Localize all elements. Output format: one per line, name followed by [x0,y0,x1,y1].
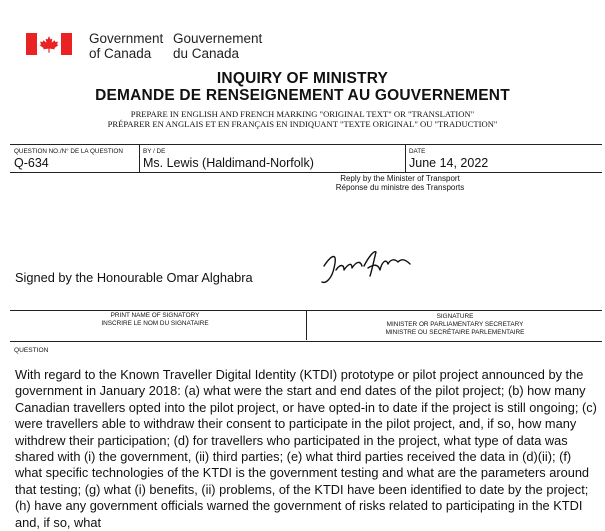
gov-fr-line-2: du Canada [173,46,240,61]
date-value: June 14, 2022 [409,156,489,170]
gov-en-line-2: of Canada [89,46,152,61]
print-name-label-fr: INSCRIRE LE NOM DU SIGNATAIRE [101,320,209,327]
reply-by-french: Réponse du ministre des Transports [335,183,465,192]
instruction-french: PRÉPARER EN ANGLAIS ET EN FRANÇAIS EN INDIQUANT "TEXTE ORIGINAL" OU "TRADUCTION" [107,119,498,129]
question-text: With regard to the Known Traveller Digital Identity (KTDI) prototype or pilot project announced by the government in January 2018: (a) what were the start and end dates of the pilot project; (b) how many Canadian travellers opted into the pilot project, or have opted-in to date if the project is still ongoing; (c) were travellers able to withdraw their consent to participate in the pilot project, and, if so, how many withdrew their participation; (d) for travellers who participated in the project, what type of data was shared with (i) the government, (ii) third parties; (e) what third parties received the data in (d)(ii); (f) what specific technologies of the KTDI is the government testing and what are the parameters around that testing; (g) what (i) benefits, (ii) problems, of the KTDI have been identified to date by the project; (h) have any government officials warned the government of risks related to participating in the KTDI and, if so, what [15,367,597,530]
signature-role-en: MINISTER OR PARLIAMENTARY SECRETARY [386,321,524,328]
table-divider-2 [405,144,406,172]
government-wordmark-fr [173,31,262,61]
question-number-label: QUESTION NO./N° DE LA QUESTION [14,148,123,155]
reply-by-english: Reply by the Minister of Transport [340,174,460,183]
table-top-border [10,144,602,145]
question-number: Q-634 [14,156,49,170]
print-name-label-en: PRINT NAME OF SIGNATORY [110,312,200,319]
table-bottom-border [10,172,602,173]
title-french: DEMANDE DE RENSEIGNEMENT AU GOUVERNEMENT [95,87,510,104]
signature-role-fr: MINISTRE OU SECRÉTAIRE PARLEMENTAIRE [385,329,525,336]
question-label: QUESTION [14,347,49,354]
by-label: BY / DE [143,148,166,155]
handwritten-signature-icon [318,246,418,288]
signature-label: SIGNATURE [436,313,474,320]
signed-by-text: Signed by the Honourable Omar Alghabra [15,270,253,285]
by-member: Ms. Lewis (Haldimand-Norfolk) [143,156,314,170]
canada-flag-icon [26,33,72,55]
government-wordmark-en [89,31,163,61]
date-label: DATE [409,148,426,155]
title-english: INQUIRY OF MINISTRY [216,70,389,87]
signature-divider [306,310,307,340]
gov-en-line-1: Government [89,31,164,46]
question-top-border [10,341,602,342]
instruction-english: PREPARE IN ENGLISH AND FRENCH MARKING "ORIGINAL TEXT" OR "TRANSLATION" [130,109,475,119]
table-divider-1 [139,144,140,172]
gov-fr-line-1: Gouvernement [173,31,263,46]
